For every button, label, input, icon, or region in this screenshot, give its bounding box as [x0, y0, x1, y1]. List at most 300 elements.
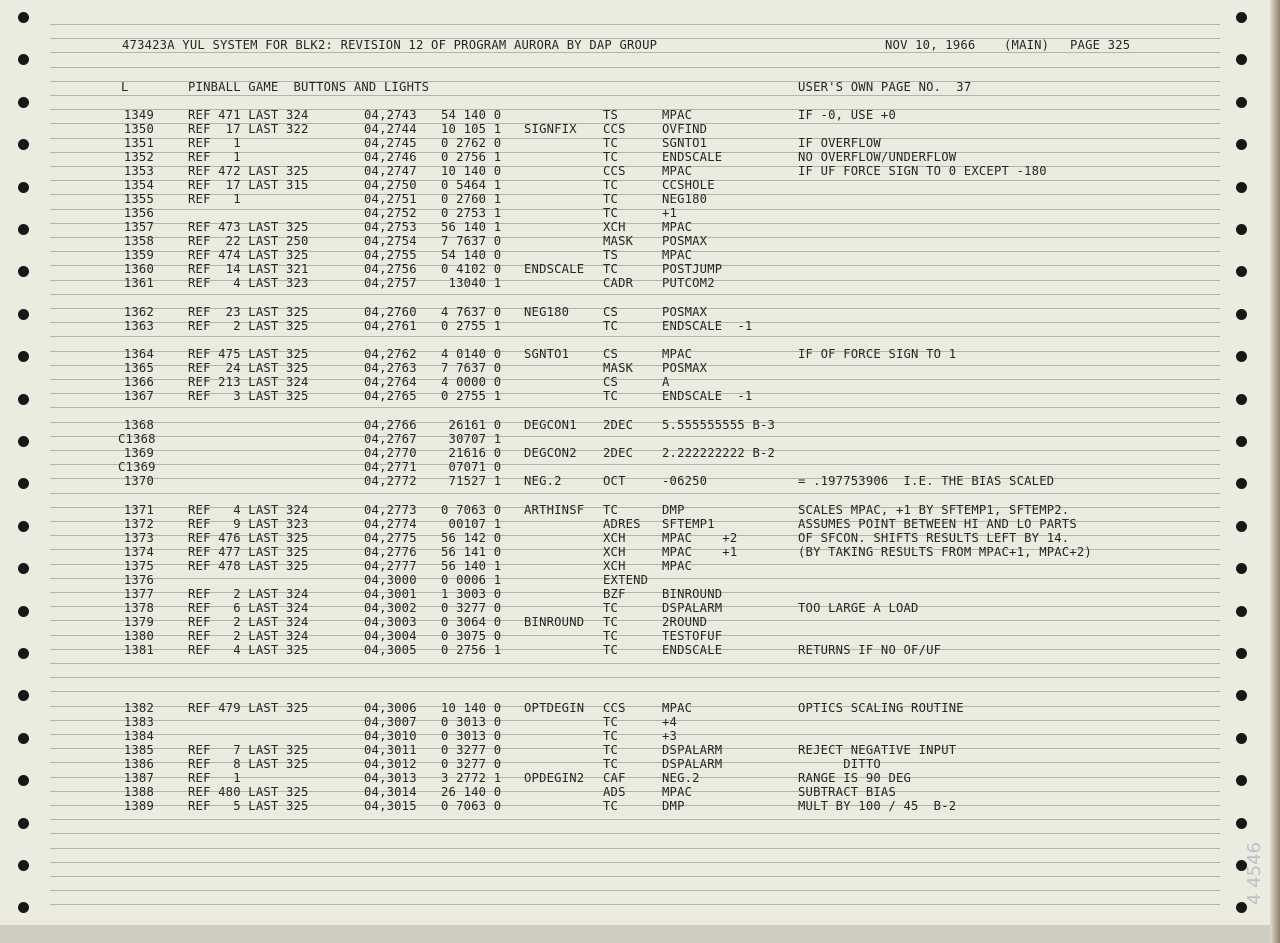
ruled-line — [50, 294, 1220, 295]
row-num: 1361 — [123, 276, 154, 290]
row-num: 1357 — [123, 220, 154, 234]
row-num: 1349 — [123, 108, 154, 122]
ruled-line — [50, 734, 1220, 735]
row-num: 1360 — [123, 262, 154, 276]
row-op: TC — [603, 178, 619, 192]
tractor-hole — [18, 818, 29, 829]
row-op: MASK — [603, 234, 634, 248]
tractor-hole — [18, 54, 29, 65]
row-operand: ENDSCALE — [662, 643, 723, 657]
row-ref: REF 1 — [188, 771, 241, 785]
row-num: 1350 — [123, 122, 154, 136]
row-num: 1387 — [123, 771, 154, 785]
tractor-hole — [18, 902, 29, 913]
row-op: XCH — [603, 545, 626, 559]
row-num: 1364 — [123, 347, 154, 361]
row-op: XCH — [603, 220, 626, 234]
row-code: 0 2755 1 — [441, 319, 502, 333]
row-operand: MPAC +1 — [662, 545, 738, 559]
ruled-line — [50, 209, 1220, 210]
row-operand: 2.222222222 B-2 — [662, 446, 776, 460]
row-addr: 04,2746 — [364, 150, 417, 164]
row-label: SIGNFIX — [524, 122, 577, 136]
row-ref: REF 3 LAST 325 — [188, 389, 309, 403]
row-code: 00107 1 — [441, 517, 502, 531]
row-label: NEG.2 — [524, 474, 562, 488]
row-op: BZF — [603, 587, 626, 601]
row-addr: 04,2762 — [364, 347, 417, 361]
row-ref: REF 24 LAST 325 — [188, 361, 309, 375]
row-operand: POSMAX — [662, 305, 708, 319]
row-addr: 04,2745 — [364, 136, 417, 150]
archive-stamp: 4 4546 — [1244, 842, 1265, 905]
row-addr: 04,2772 — [364, 474, 417, 488]
row-ref: REF 1 — [188, 136, 241, 150]
row-addr: 04,2763 — [364, 361, 417, 375]
row-operand: ENDSCALE -1 — [662, 319, 753, 333]
row-operand: DMP — [662, 503, 685, 517]
row-addr: 04,3015 — [364, 799, 417, 813]
ruled-line — [50, 720, 1220, 721]
row-operand: MPAC — [662, 347, 693, 361]
row-comment: ASSUMES POINT BETWEEN HI AND LO PARTS — [798, 517, 1077, 531]
row-op: CS — [603, 347, 619, 361]
ruled-line — [50, 407, 1220, 408]
row-comment: = .197753906 I.E. THE BIAS SCALED — [798, 474, 1055, 488]
row-operand: POSMAX — [662, 234, 708, 248]
row-code: 4 0000 0 — [441, 375, 502, 389]
row-ref: REF 471 LAST 324 — [188, 108, 309, 122]
row-operand: MPAC — [662, 248, 693, 262]
row-ref: REF 1 — [188, 192, 241, 206]
row-ref: REF 17 LAST 322 — [188, 122, 309, 136]
tractor-hole — [1236, 12, 1247, 23]
tractor-hole — [18, 394, 29, 405]
tractor-hole — [18, 648, 29, 659]
row-addr: 04,2754 — [364, 234, 417, 248]
tractor-hole — [1236, 97, 1247, 108]
row-addr: 04,2752 — [364, 206, 417, 220]
row-num: 1370 — [123, 474, 154, 488]
row-comment: (BY TAKING RESULTS FROM MPAC+1, MPAC+2) — [798, 545, 1092, 559]
row-addr: 04,3014 — [364, 785, 417, 799]
row-num: 1388 — [123, 785, 154, 799]
row-addr: 04,2750 — [364, 178, 417, 192]
ruled-line — [50, 819, 1220, 820]
row-op: 2DEC — [603, 446, 634, 460]
row-ref: REF 480 LAST 325 — [188, 785, 309, 799]
row-num: 1371 — [123, 503, 154, 517]
row-ref: REF 476 LAST 325 — [188, 531, 309, 545]
row-code: 56 140 1 — [441, 220, 502, 234]
tractor-hole — [1236, 478, 1247, 489]
row-ref: REF 4 LAST 323 — [188, 276, 309, 290]
tractor-hole — [1236, 521, 1247, 532]
tractor-holes-left — [18, 0, 38, 943]
row-code: 0 3277 0 — [441, 757, 502, 771]
row-op: TC — [603, 715, 619, 729]
row-operand: 5.555555555 B-3 — [662, 418, 776, 432]
row-code: 10 105 1 — [441, 122, 502, 136]
row-ref: REF 7 LAST 325 — [188, 743, 309, 757]
row-num: 1353 — [123, 164, 154, 178]
row-comment: SUBTRACT BIAS — [798, 785, 896, 799]
row-code: 0 7063 0 — [441, 503, 502, 517]
ruled-line — [50, 876, 1220, 877]
row-op: TC — [603, 743, 619, 757]
row-label: NEG180 — [524, 305, 570, 319]
binder-edge — [1270, 0, 1280, 943]
tractor-hole — [18, 139, 29, 150]
row-addr: 04,3005 — [364, 643, 417, 657]
row-code: 0 3013 0 — [441, 715, 502, 729]
row-operand: DSPALARM — [662, 757, 723, 771]
row-operand: NEG.2 — [662, 771, 700, 785]
tractor-hole — [1236, 775, 1247, 786]
row-operand: 2ROUND — [662, 615, 708, 629]
tractor-hole — [1236, 436, 1247, 447]
tractor-hole — [1236, 54, 1247, 65]
row-num: 1354 — [123, 178, 154, 192]
row-addr: 04,3012 — [364, 757, 417, 771]
row-op: OCT — [603, 474, 626, 488]
row-code: 0 2756 1 — [441, 643, 502, 657]
row-label: DEGCON2 — [524, 446, 577, 460]
row-comment: IF OVERFLOW — [798, 136, 881, 150]
row-num: 1379 — [123, 615, 154, 629]
subheader-marker: L — [121, 80, 129, 94]
row-code: 0 2762 0 — [441, 136, 502, 150]
tractor-hole — [18, 182, 29, 193]
row-num: 1381 — [123, 643, 154, 657]
row-addr: 04,2751 — [364, 192, 417, 206]
row-op: TC — [603, 729, 619, 743]
header-section: (MAIN) — [1004, 38, 1050, 52]
ruled-line — [50, 904, 1220, 905]
row-code: 7 7637 0 — [441, 361, 502, 375]
row-addr: 04,3007 — [364, 715, 417, 729]
row-operand: MPAC +2 — [662, 531, 738, 545]
row-code: 0 2760 1 — [441, 192, 502, 206]
row-code: 0 3277 0 — [441, 601, 502, 615]
row-comment: IF OF FORCE SIGN TO 1 — [798, 347, 957, 361]
row-addr: 04,3000 — [364, 573, 417, 587]
row-operand: OVFIND — [662, 122, 708, 136]
row-code: 7 7637 0 — [441, 234, 502, 248]
row-operand: CCSHOLE — [662, 178, 715, 192]
tractor-hole — [1236, 351, 1247, 362]
row-operand: +1 — [662, 206, 678, 220]
row-num: 1369 — [123, 446, 154, 460]
row-code: 71527 1 — [441, 474, 502, 488]
row-op: XCH — [603, 559, 626, 573]
row-num: 1375 — [123, 559, 154, 573]
row-operand: MPAC — [662, 559, 693, 573]
row-op: MASK — [603, 361, 634, 375]
tractor-hole — [18, 478, 29, 489]
tractor-hole — [18, 563, 29, 574]
row-operand: PUTCOM2 — [662, 276, 715, 290]
row-op: CCS — [603, 164, 626, 178]
row-code: 0 3277 0 — [441, 743, 502, 757]
header-title: 473423A YUL SYSTEM FOR BLK2: REVISION 12 OF PROGRAM AURORA BY DAP GROUP — [122, 38, 658, 52]
row-num: 1378 — [123, 601, 154, 615]
row-operand: A — [662, 375, 670, 389]
row-operand: MPAC — [662, 701, 693, 715]
row-operand: MPAC — [662, 785, 693, 799]
tractor-hole — [1236, 818, 1247, 829]
tractor-hole — [1236, 733, 1247, 744]
row-code: 0 3064 0 — [441, 615, 502, 629]
ruled-line — [50, 464, 1220, 465]
row-ref: REF 14 LAST 321 — [188, 262, 309, 276]
row-addr: 04,3013 — [364, 771, 417, 785]
row-operand: TESTOFUF — [662, 629, 723, 643]
row-operand: +3 — [662, 729, 678, 743]
ruled-line — [50, 422, 1220, 423]
row-addr: 04,2776 — [364, 545, 417, 559]
row-num: 1380 — [123, 629, 154, 643]
row-addr: 04,3010 — [364, 729, 417, 743]
row-num: 1385 — [123, 743, 154, 757]
row-code: 21616 0 — [441, 446, 502, 460]
row-addr: 04,2755 — [364, 248, 417, 262]
row-operand: DSPALARM — [662, 601, 723, 615]
row-code: 0 4102 0 — [441, 262, 502, 276]
row-addr: 04,2747 — [364, 164, 417, 178]
row-num: 1356 — [123, 206, 154, 220]
row-addr: 04,2753 — [364, 220, 417, 234]
row-comment: IF UF FORCE SIGN TO 0 EXCEPT -180 — [798, 164, 1047, 178]
tractor-hole — [1236, 563, 1247, 574]
row-op: CADR — [603, 276, 634, 290]
subheader-title: PINBALL GAME BUTTONS AND LIGHTS — [188, 80, 430, 94]
row-code: 07071 0 — [441, 460, 502, 474]
tractor-holes-right — [1236, 0, 1256, 943]
row-comment: OF SFCON. SHIFTS RESULTS LEFT BY 14. — [798, 531, 1070, 545]
row-comment: OPTICS SCALING ROUTINE — [798, 701, 964, 715]
row-operand: -06250 — [662, 474, 708, 488]
row-code: 56 142 0 — [441, 531, 502, 545]
row-ref: REF 475 LAST 325 — [188, 347, 309, 361]
row-code: 26 140 0 — [441, 785, 502, 799]
row-addr: 04,2744 — [364, 122, 417, 136]
tractor-hole — [1236, 606, 1247, 617]
row-op: TS — [603, 108, 619, 122]
row-op: CCS — [603, 122, 626, 136]
row-comment: RETURNS IF NO OF/UF — [798, 643, 942, 657]
tractor-hole — [1236, 182, 1247, 193]
row-num: 1355 — [123, 192, 154, 206]
row-comment: REJECT NEGATIVE INPUT — [798, 743, 957, 757]
row-ref: REF 23 LAST 325 — [188, 305, 309, 319]
row-label: OPDEGIN2 — [524, 771, 585, 785]
row-num: 1377 — [123, 587, 154, 601]
row-op: ADS — [603, 785, 626, 799]
tractor-hole — [18, 775, 29, 786]
row-addr: 04,2765 — [364, 389, 417, 403]
row-op: TC — [603, 643, 619, 657]
row-code: 30707 1 — [441, 432, 502, 446]
tractor-hole — [18, 521, 29, 532]
row-code: 54 140 0 — [441, 248, 502, 262]
row-op: TC — [603, 389, 619, 403]
row-operand: MPAC — [662, 164, 693, 178]
row-addr: 04,2761 — [364, 319, 417, 333]
ruled-line — [50, 833, 1220, 834]
row-op: TC — [603, 206, 619, 220]
row-addr: 04,3002 — [364, 601, 417, 615]
row-op: TC — [603, 757, 619, 771]
tractor-hole — [18, 12, 29, 23]
row-code: 10 140 0 — [441, 164, 502, 178]
row-code: 56 141 0 — [441, 545, 502, 559]
row-comment: SCALES MPAC, +1 BY SFTEMP1, SFTEMP2. — [798, 503, 1070, 517]
row-num: 1366 — [123, 375, 154, 389]
row-ref: REF 9 LAST 323 — [188, 517, 309, 531]
row-num: 1386 — [123, 757, 154, 771]
row-operand: DSPALARM — [662, 743, 723, 757]
row-comment: DITTO — [798, 757, 881, 771]
row-addr: 04,3006 — [364, 701, 417, 715]
row-addr: 04,2774 — [364, 517, 417, 531]
tractor-hole — [18, 309, 29, 320]
row-num: 1352 — [123, 150, 154, 164]
row-op: 2DEC — [603, 418, 634, 432]
row-code: 10 140 0 — [441, 701, 502, 715]
row-label: DEGCON1 — [524, 418, 577, 432]
tractor-hole — [1236, 266, 1247, 277]
row-label: BINROUND — [524, 615, 585, 629]
tractor-hole — [1236, 139, 1247, 150]
ruled-line — [50, 663, 1220, 664]
row-label: ENDSCALE — [524, 262, 585, 276]
tractor-hole — [18, 860, 29, 871]
row-num: 1382 — [123, 701, 154, 715]
row-num: 1362 — [123, 305, 154, 319]
ruled-line — [50, 52, 1220, 53]
tractor-hole — [18, 266, 29, 277]
row-operand: MPAC — [662, 220, 693, 234]
row-op: ADRES — [603, 517, 641, 531]
row-comment: TOO LARGE A LOAD — [798, 601, 919, 615]
row-addr: 04,2777 — [364, 559, 417, 573]
row-num: 1376 — [123, 573, 154, 587]
ruled-line — [50, 493, 1220, 494]
row-operand: ENDSCALE — [662, 150, 723, 164]
row-ref: REF 5 LAST 325 — [188, 799, 309, 813]
row-op: TC — [603, 192, 619, 206]
row-num: 1384 — [123, 729, 154, 743]
ruled-line — [50, 24, 1220, 25]
tractor-hole — [18, 733, 29, 744]
row-addr: 04,2756 — [364, 262, 417, 276]
row-addr: 04,3001 — [364, 587, 417, 601]
row-num: 1365 — [123, 361, 154, 375]
row-num: 1374 — [123, 545, 154, 559]
row-op: XCH — [603, 531, 626, 545]
row-addr: 04,2760 — [364, 305, 417, 319]
row-num: 1373 — [123, 531, 154, 545]
ruled-line — [50, 436, 1220, 437]
row-code: 26161 0 — [441, 418, 502, 432]
row-comment: IF -0, USE +0 — [798, 108, 896, 122]
row-code: 1 3003 0 — [441, 587, 502, 601]
ruled-line — [50, 450, 1220, 451]
row-operand: SGNTO1 — [662, 136, 708, 150]
row-comment: RANGE IS 90 DEG — [798, 771, 912, 785]
row-addr: 04,2767 — [364, 432, 417, 446]
row-ref: REF 2 LAST 324 — [188, 587, 309, 601]
row-num: 1359 — [123, 248, 154, 262]
row-num: 1368 — [123, 418, 154, 432]
row-operand: SFTEMP1 — [662, 517, 715, 531]
row-ref: REF 2 LAST 324 — [188, 629, 309, 643]
ruled-line — [50, 67, 1220, 68]
row-op: CAF — [603, 771, 626, 785]
row-op: TC — [603, 136, 619, 150]
row-code: 0 7063 0 — [441, 799, 502, 813]
row-ref: REF 473 LAST 325 — [188, 220, 309, 234]
row-operand: DMP — [662, 799, 685, 813]
row-operand: MPAC — [662, 108, 693, 122]
row-addr: 04,2773 — [364, 503, 417, 517]
row-op: TC — [603, 262, 619, 276]
row-operand: BINROUND — [662, 587, 723, 601]
row-op: TC — [603, 503, 619, 517]
row-addr: 04,2766 — [364, 418, 417, 432]
row-addr: 04,2757 — [364, 276, 417, 290]
ruled-line — [50, 677, 1220, 678]
row-code: 0 2753 1 — [441, 206, 502, 220]
row-op: EXTEND — [603, 573, 649, 587]
row-addr: 04,3003 — [364, 615, 417, 629]
row-operand: NEG180 — [662, 192, 708, 206]
tractor-hole — [1236, 394, 1247, 405]
tractor-hole — [18, 690, 29, 701]
row-num: 1389 — [123, 799, 154, 813]
tractor-hole — [1236, 224, 1247, 235]
row-num: 1367 — [123, 389, 154, 403]
row-op: CCS — [603, 701, 626, 715]
row-label: ARTHINSF — [524, 503, 585, 517]
ruled-line — [50, 890, 1220, 891]
tractor-hole — [18, 606, 29, 617]
row-num: 1363 — [123, 319, 154, 333]
row-ref: REF 213 LAST 324 — [188, 375, 309, 389]
row-code: 0 3075 0 — [441, 629, 502, 643]
row-addr: 04,3004 — [364, 629, 417, 643]
row-ref: REF 4 LAST 324 — [188, 503, 309, 517]
row-op: TC — [603, 601, 619, 615]
row-code: 0 5464 1 — [441, 178, 502, 192]
row-ref: REF 478 LAST 325 — [188, 559, 309, 573]
row-ref: REF 2 LAST 325 — [188, 319, 309, 333]
ruled-line — [50, 336, 1220, 337]
tractor-hole — [1236, 690, 1247, 701]
row-ref: REF 8 LAST 325 — [188, 757, 309, 771]
row-num: 1351 — [123, 136, 154, 150]
row-code: 4 7637 0 — [441, 305, 502, 319]
user-page-number: USER'S OWN PAGE NO. 37 — [798, 80, 972, 94]
row-code: 0 3013 0 — [441, 729, 502, 743]
row-ref: REF 17 LAST 315 — [188, 178, 309, 192]
ruled-line — [50, 848, 1220, 849]
row-ref: REF 479 LAST 325 — [188, 701, 309, 715]
row-addr: 04,2764 — [364, 375, 417, 389]
row-operand: +4 — [662, 715, 678, 729]
row-addr: 04,2775 — [364, 531, 417, 545]
